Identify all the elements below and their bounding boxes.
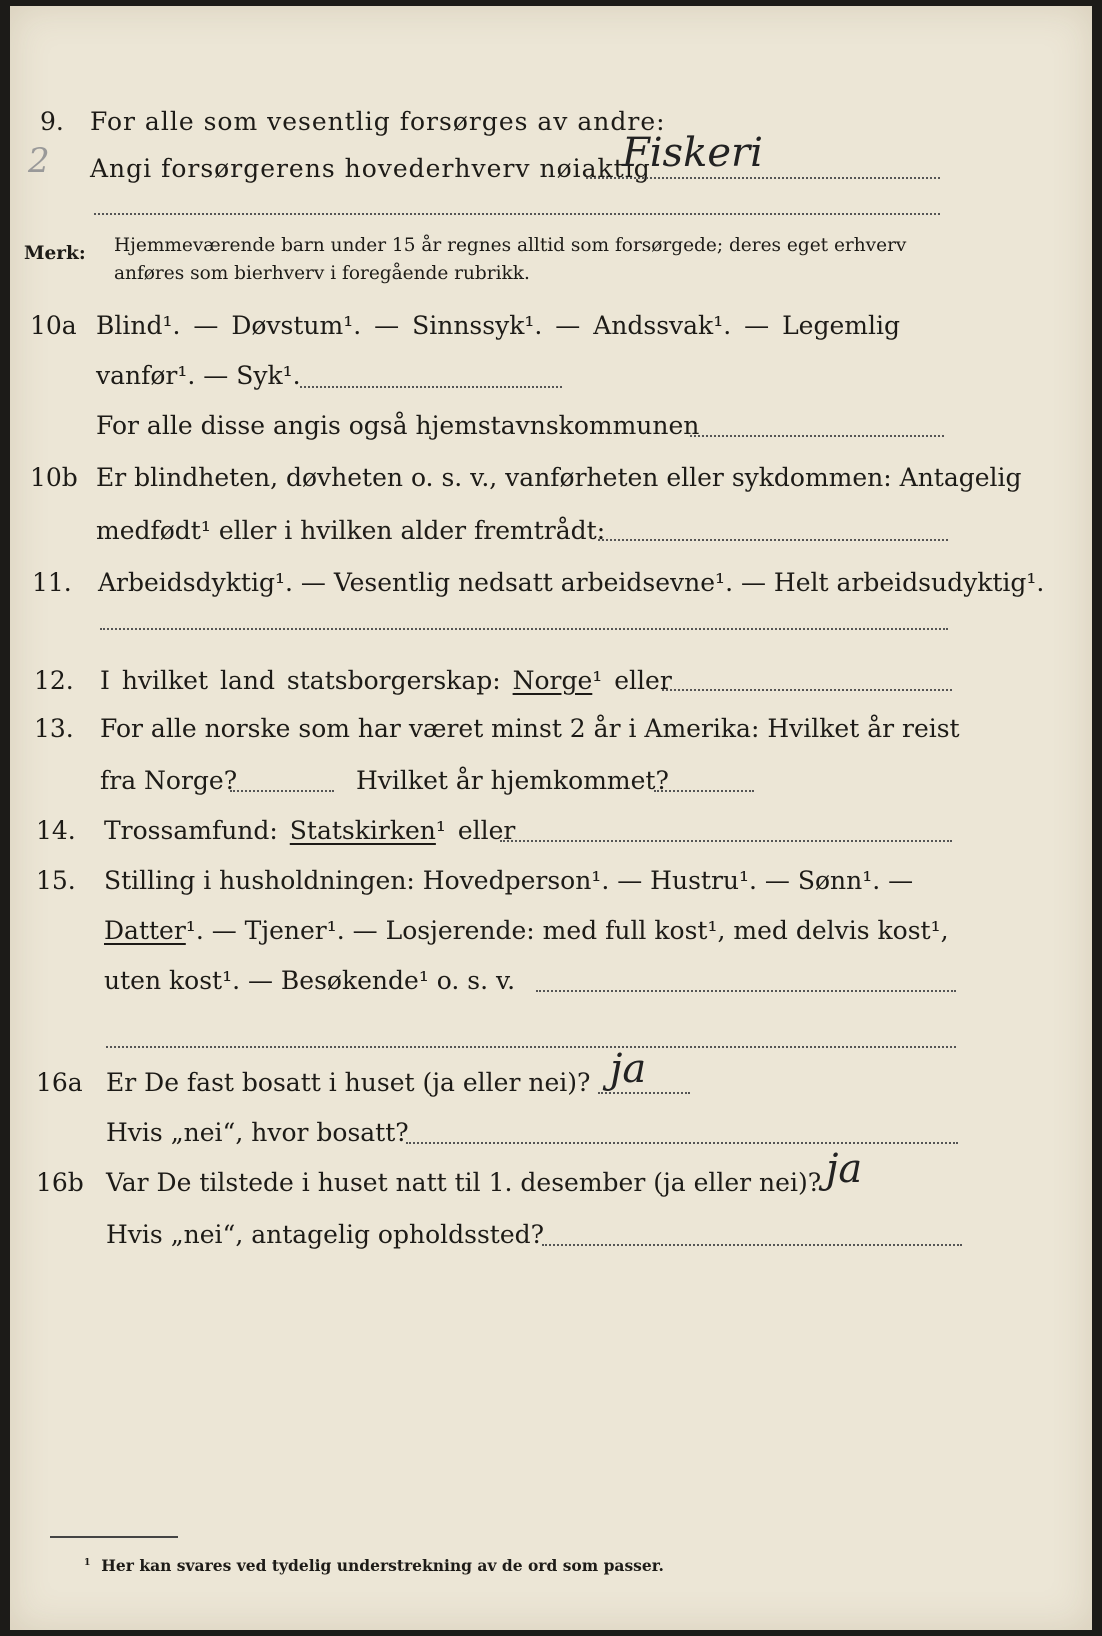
q16a-answer: ja: [610, 1046, 647, 1092]
q12-number: 12.: [34, 666, 74, 695]
q10a-line1: Blind¹. — Døvstum¹. — Sinnssyk¹. — Andssvak¹. — Legemlig: [96, 311, 900, 340]
q9-margin-mark: 2: [28, 141, 50, 181]
q11-line1: Arbeidsdyktig¹. — Vesentlig nedsatt arbeidsevne¹. — Helt arbeidsudyktig¹.: [98, 568, 1045, 597]
q15-number: 15.: [36, 866, 76, 895]
q16b-line1: Var De tilstede i huset natt til 1. desember (ja eller nei)?: [106, 1168, 822, 1197]
q12-prefix: I hvilket land statsborgerskap:: [100, 666, 501, 695]
q16a-number: 16a: [36, 1068, 83, 1097]
q11-number: 11.: [32, 568, 72, 597]
q13-fill-year-left: [230, 790, 334, 792]
merk-line1: Hjemmeværende barn under 15 år regnes alltid som forsørgede; deres eget erhverv: [114, 235, 907, 256]
q13-line1: For alle norske som har været minst 2 år i Amerika: Hvilket år reist: [100, 714, 960, 743]
q10b-line2: medfødt¹ eller i hvilken alder fremtrådt:: [96, 516, 606, 545]
q12-underlined-answer: Norge: [512, 666, 593, 695]
q16b-answer: ja: [826, 1146, 863, 1192]
q10b-line1: Er blindheten, døvheten o. s. v., vanførheten eller sykdommen: Antagelig: [96, 463, 1022, 492]
q14-underlined-answer: Statskirken: [289, 816, 436, 845]
q9-line1: For alle som vesentlig forsørges av andre:: [90, 107, 666, 136]
q9-fill-line1: [586, 177, 940, 179]
q9-line2: Angi forsørgerens hovederhverv nøiaktig: [90, 154, 651, 183]
footnote-text: Her kan svares ved tydelig understrekning av de ord som passer.: [101, 1556, 664, 1575]
footnote: [84, 1556, 664, 1575]
q14-number: 14.: [36, 816, 76, 845]
q9-fill-line2: [94, 213, 940, 215]
q12-suffix: ¹ eller: [592, 666, 672, 695]
q15-fill-line3: [536, 990, 956, 992]
q10a-fill-line2: [300, 386, 562, 388]
footnote-mark: 1: [84, 1556, 91, 1568]
q13-number: 13.: [34, 714, 74, 743]
q15-line3: uten kost¹. — Besøkende¹ o. s. v.: [104, 966, 516, 995]
q10a-number: 10a: [30, 311, 77, 340]
q16b-number: 16b: [36, 1168, 84, 1197]
q10a-line2: vanfør¹. — Syk¹.: [96, 361, 301, 390]
q14-suffix: ¹ eller: [435, 816, 516, 845]
q13-fill-year-right: [654, 790, 754, 792]
q10b-number: 10b: [30, 463, 78, 492]
q16b-line2: Hvis „nei“, antagelig opholdssted?: [106, 1220, 545, 1249]
q12-text: [100, 666, 672, 696]
q16b-fill-line2: [542, 1244, 962, 1246]
q16a-line1: Er De fast bosatt i huset (ja eller nei)?: [106, 1068, 591, 1097]
census-form-page: [10, 6, 1092, 1630]
q9-number: 9.: [40, 107, 64, 136]
q16a-fill-line2: [406, 1142, 958, 1144]
q10b-fill-line2: [598, 539, 948, 541]
q15-line2-rest: ¹. — Tjener¹. — Losjerende: med full kost¹, med delvis kost¹,: [185, 916, 949, 945]
q10a-fill-line3: [690, 435, 944, 437]
q13-line2b: Hvilket år hjemkommet?: [356, 766, 669, 795]
merk-line2: anføres som bierhverv i foregående rubrikk.: [114, 263, 530, 284]
q14-text: [104, 816, 515, 846]
q11-fill-line: [100, 628, 948, 630]
q9-answer: Fiskeri: [622, 130, 763, 176]
q16a-line2: Hvis „nei“, hvor bosatt?: [106, 1118, 409, 1147]
footnote-rule: [50, 1536, 178, 1538]
q15-line1: Stilling i husholdningen: Hovedperson¹. — Hustru¹. — Sønn¹. —: [104, 866, 914, 895]
q12-fill-line: [662, 689, 952, 691]
q10a-line3: For alle disse angis også hjemstavnskommunen: [96, 411, 700, 440]
merk-label: Merk:: [24, 243, 86, 264]
q13-line2a: fra Norge?: [100, 766, 238, 795]
q14-prefix: Trossamfund:: [104, 816, 278, 845]
q15-line2: [104, 916, 949, 946]
q15-fill-line4: [106, 1046, 956, 1048]
q16a-fill-line1: [598, 1092, 690, 1094]
q15-underlined-answer: Datter: [104, 916, 186, 945]
q14-fill-line: [500, 840, 952, 842]
